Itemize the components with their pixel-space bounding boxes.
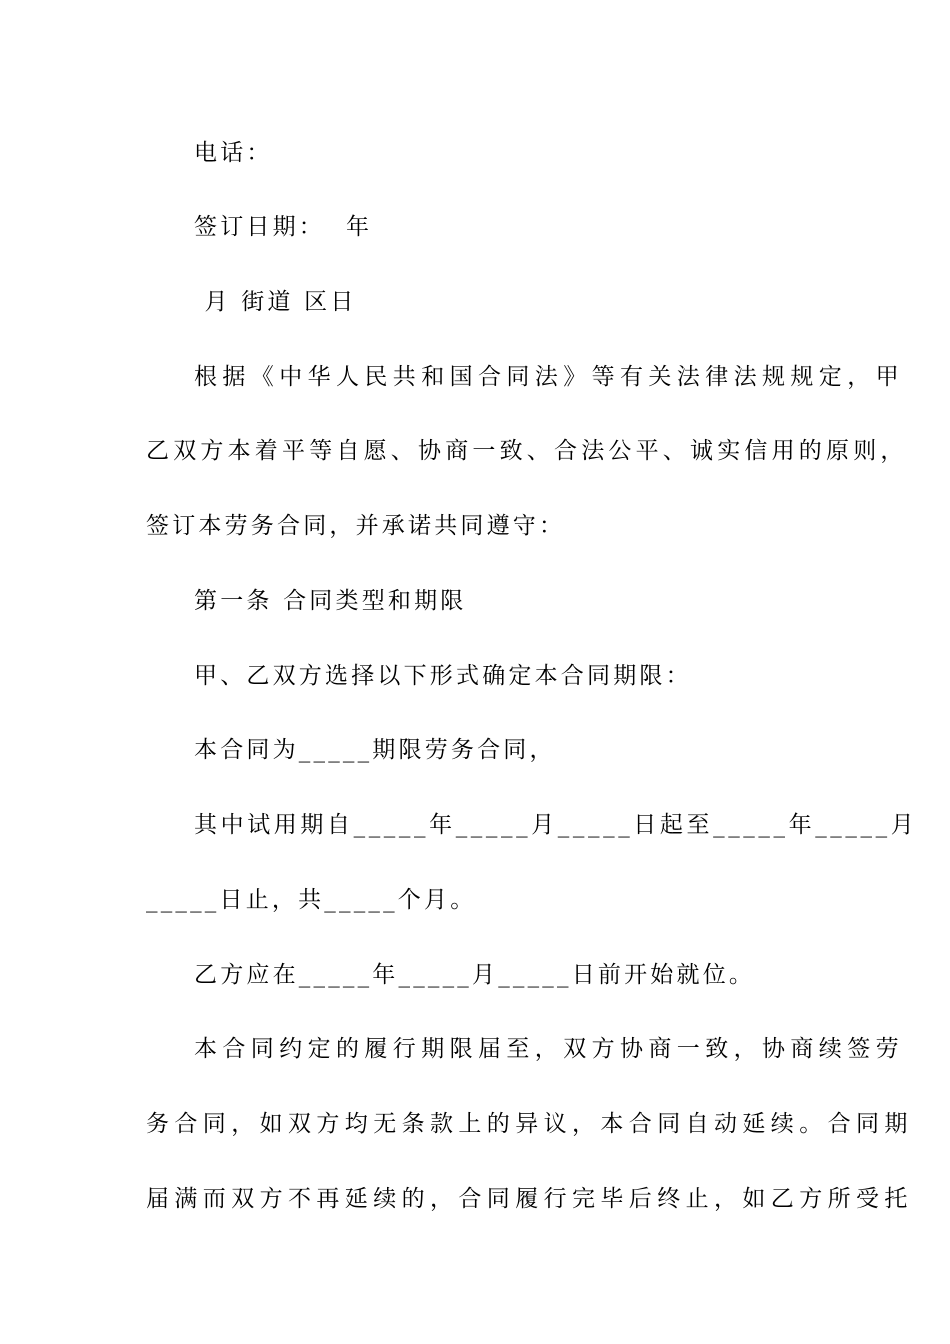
paragraph-line: 务合同，如双方均无条款上的异议，本合同自动延续。合同期 xyxy=(146,1111,913,1137)
paragraph-line: 乙双方本着平等自愿、协商一致、合法公平、诚实信用的原则， xyxy=(146,438,908,464)
paragraph-line: 签订本劳务合同，并承诺共同遵守： xyxy=(146,513,566,539)
paragraph-line: 乙方应在_____年_____月_____日前开始就位。 xyxy=(194,962,756,988)
date-address-line: 月 街道 区日 xyxy=(194,289,357,315)
paragraph-line: 根据《中华人民共和国合同法》等有关法律法规规定，甲 xyxy=(194,364,904,390)
phone-label: 电话： xyxy=(194,140,273,166)
section-heading: 第一条 合同类型和期限 xyxy=(194,588,467,614)
signing-date-label: 签订日期： 年 xyxy=(194,214,373,240)
paragraph-line: 本合同约定的履行期限届至，双方协商一致，协商续签劳 xyxy=(194,1036,904,1062)
paragraph-line: _____日止，共_____个月。 xyxy=(146,887,477,913)
paragraph-line: 届满而双方不再延续的，合同履行完毕后终止，如乙方所受托 xyxy=(146,1186,913,1212)
paragraph-line: 其中试用期自_____年_____月_____日起至_____年_____月 xyxy=(194,812,918,838)
paragraph-line: 本合同为_____期限劳务合同， xyxy=(194,737,556,763)
paragraph-line: 甲、乙双方选择以下形式确定本合同期限： xyxy=(194,663,692,689)
